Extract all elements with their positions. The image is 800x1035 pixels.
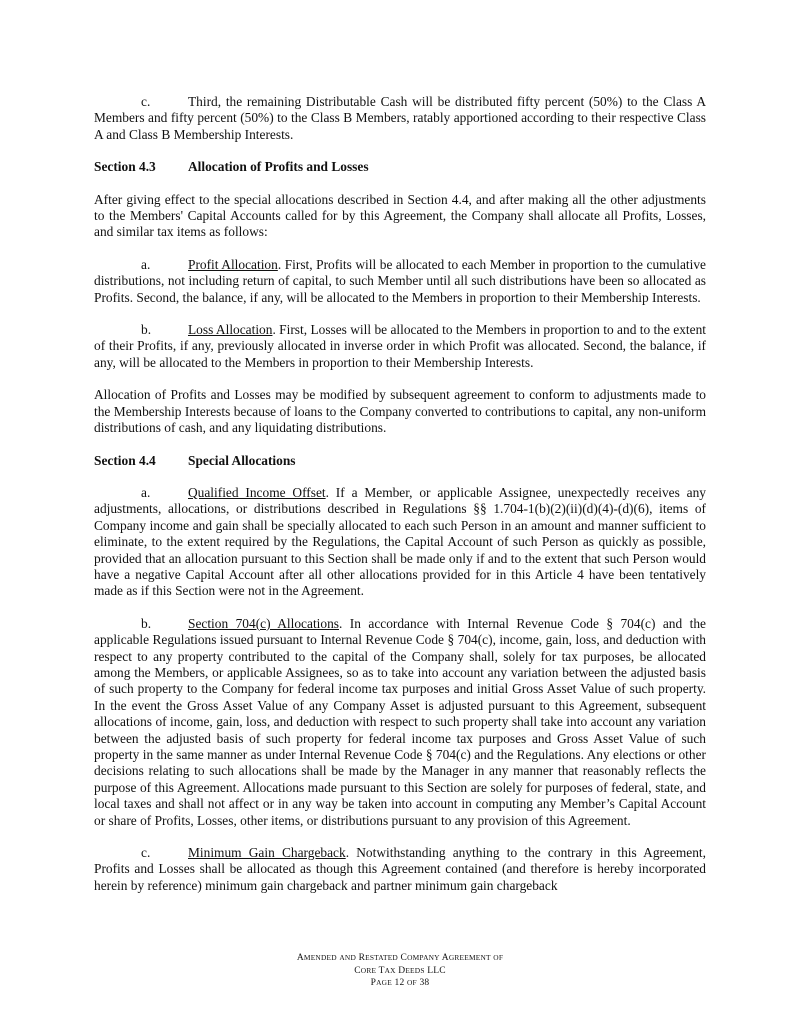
section-number: Section 4.4	[94, 452, 156, 468]
item-label: b.	[141, 615, 152, 631]
paragraph-text: . In accordance with Internal Revenue Code § 704(c) and the applicable Regulations issued pursuant to Internal Revenue Code § 704(c), income, gain, loss, and deduction with respect to any property contributed to the capital of the Company shall, solely for tax purposes, be allocated among the Members, or applicable Assignees, so as to take into account any variation between the adjusted basis of such property to the Company for federal income tax purposes and initial Gross Asset Value of such property. In the event the Gross Asset Value of any Company Asset is adjusted pursuant to this Agreement, subsequent allocations of income, gain, loss, and deduction with respect to such property shall take into account any variation between the adjusted basis of such property for federal income tax purposes and Gross Asset Value of such property in the same manner as under Internal Revenue Code § 704(c) and the Regulations. Any elections or other decisions relating to such allocations shall be made by the Manager in any manner that reasonably reflects the purpose of this Agreement. Allocations made pursuant to this Section are solely for purposes of federal, state, and local taxes and shall not affect or in any way be taken into account in computing any Member’s Capital Account or share of Profits, Losses, other items, or distributions pursuant to any provision of this Agreement.	[94, 615, 707, 828]
paragraph-text: . First, Losses will be allocated to the Members in proportion to and to the extent of their Profits, if any, previously allocated in inverse order in which Profit was allocated. Second, the balance, if any, will be allocated to the Members in proportion to their Membership Interests.	[94, 322, 706, 370]
paragraph-profit-allocation	[94, 257, 706, 306]
paragraph-distribution-c	[94, 94, 706, 143]
item-label: c.	[141, 845, 151, 861]
section-title: Allocation of Profits and Losses	[188, 159, 369, 175]
paragraph-qualified-income-offset	[94, 485, 706, 600]
paragraph-text: . Notwithstanding anything to the contrary in this Agreement, Profits and Losses shall be allocated as though this Agreement contained (and therefore is hereby incorporated herein by reference) minimum gain chargeback and partner minimum gain chargeback	[94, 845, 706, 893]
paragraph-text: Third, the remaining Distributable Cash will be distributed fifty percent (50%) to the Class A Members and fifty percent (50%) to the Class B Members, ratably apportioned according to their respective Class A and Class B Membership Interests.	[94, 94, 706, 142]
paragraph-loss-allocation	[94, 322, 706, 371]
footer-company-name: CORE TAX DEEDS LLC	[354, 965, 446, 976]
item-label: a.	[141, 256, 151, 272]
section-number: Section 4.3	[94, 159, 156, 175]
paragraph-allocation-intro: After giving effect to the special allocations described in Section 4.4, and after making all the other adjustments to the Members' Capital Accounts called for by this Agreement, the Company shall allocate all Profits, Losses, and similar tax items as follows:	[94, 191, 706, 240]
item-label: c.	[141, 94, 151, 109]
item-title: Section 704(c) Allocations	[188, 615, 339, 631]
footer-page-number: PAGE 12 OF 38	[370, 978, 430, 989]
page-footer	[0, 952, 800, 990]
item-title: Minimum Gain Chargeback	[188, 845, 346, 861]
paragraph-text: . First, Profits will be allocated to each Member in proportion to the cumulative distributions, not including return of capital, to such Member until all such distributions have been so allocated as Profits. Second, the balance, if any, will be allocated to the Members in proportion to their Membership Interests.	[94, 256, 706, 305]
paragraph-section-704c	[94, 616, 706, 829]
paragraph-text: . If a Member, or applicable Assignee, unexpectedly receives any adjustments, allocations, or distributions described in Regulations §§ 1.704-1(b)(2)(ii)(d)(4)-(d)(6), items of Company income and gain shall be specially allocated to each such Person in an amount and manner sufficient to eliminate, to the extent required by the Regulations, the Capital Account of such Person as quickly as possible, provided that an allocation pursuant to this Section shall be made only if and to the extent that such Person would have a negative Capital Account after all other allocations provided for in this Article 4 have been tentatively made as if this Section were not in the Agreement.	[94, 484, 707, 599]
item-label: a.	[141, 484, 151, 500]
footer-agreement-title: AMENDED AND RESTATED COMPANY AGREEMENT OF	[296, 953, 504, 963]
item-title: Qualified Income Offset	[188, 484, 326, 500]
item-title: Loss Allocation	[188, 322, 273, 338]
item-label: b.	[141, 322, 152, 338]
document-page	[94, 94, 706, 910]
item-title: Profit Allocation	[188, 256, 278, 272]
section-heading-4-4	[94, 453, 706, 469]
paragraph-minimum-gain-chargeback	[94, 845, 706, 894]
paragraph-allocation-modification: Allocation of Profits and Losses may be modified by subsequent agreement to conform to adjustments made to the Membership Interests because of loans to the Company converted to contributions to capital, any non-uniform distributions of cash, and any liquidating distributions.	[94, 387, 706, 436]
section-heading-4-3	[94, 159, 706, 175]
section-title: Special Allocations	[188, 452, 296, 468]
